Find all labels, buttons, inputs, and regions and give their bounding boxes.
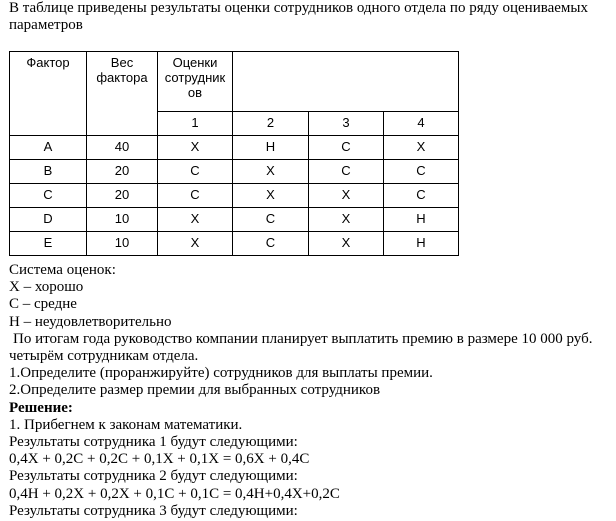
rating-cell: С <box>158 160 233 184</box>
text-line: Результаты сотрудника 3 будут следующими: <box>9 502 298 519</box>
table-row <box>10 160 459 184</box>
text-line: С – средне <box>9 296 77 313</box>
text-line: 1.Определите (проранжируйте) сотрудников для выплаты премии. <box>9 365 433 382</box>
rating-cell: X <box>233 160 309 184</box>
text-line <box>9 400 609 417</box>
rating-cell: X <box>158 208 233 232</box>
header-ratings: Оценки сотрудник ов <box>158 52 233 112</box>
text-line: Н – неудовлетворительно <box>9 313 172 330</box>
employee-1: 1 <box>158 112 233 136</box>
employee-2: 2 <box>233 112 309 136</box>
weight-cell: 10 <box>87 208 158 232</box>
rating-cell: Н <box>384 232 459 256</box>
rating-cell: С <box>309 136 384 160</box>
factor-cell: C <box>10 184 87 208</box>
rating-cell: С <box>309 160 384 184</box>
solution-heading: Решение: <box>9 399 73 416</box>
factor-cell: A <box>10 136 87 160</box>
table-row <box>10 232 459 256</box>
text-line: 0,4Х + 0,2С + 0,2С + 0,1Х + 0,1Х = 0,6Х + 0,4С <box>9 451 310 468</box>
intro-paragraph: В таблице приведены результаты оценки сотрудников одного отдела по ряду оцениваемых параметров <box>9 0 588 34</box>
table-row <box>10 208 459 232</box>
table-row <box>10 184 459 208</box>
factor-cell: D <box>10 208 87 232</box>
rating-cell: С <box>384 184 459 208</box>
table-header-row <box>10 52 459 112</box>
text-line: Результаты сотрудника 2 будут следующими: <box>9 468 298 485</box>
text-line: 2.Определите размер премии для выбранных сотрудников <box>9 382 381 399</box>
text-line: Результаты сотрудника 1 будут следующими: <box>9 434 298 451</box>
text-line: Х – хорошо <box>9 279 84 296</box>
weight-cell: 20 <box>87 160 158 184</box>
factor-cell: B <box>10 160 87 184</box>
rating-cell: С <box>384 160 459 184</box>
weight-cell: 20 <box>87 184 158 208</box>
rating-cell: X <box>309 184 384 208</box>
rating-cell: X <box>384 136 459 160</box>
rating-cell: С <box>233 232 309 256</box>
weight-cell: 10 <box>87 232 158 256</box>
table-row <box>10 136 459 160</box>
ratings-table-body <box>10 52 459 256</box>
rating-cell: X <box>158 232 233 256</box>
text-line: Система оценок: <box>9 262 116 278</box>
factor-cell: E <box>10 232 87 256</box>
text-line: 1. Прибегнем к законам математики. <box>9 416 243 433</box>
text-line: По итогам года руководство компании планирует выплатить премию в размере 10 000 руб. четырём сотрудникам отдела. <box>9 330 593 365</box>
employee-4: 4 <box>384 112 459 136</box>
header-factor: Фактор <box>10 52 87 136</box>
rating-cell: С <box>158 184 233 208</box>
rating-cell: X <box>309 208 384 232</box>
text-body <box>9 262 609 520</box>
rating-cell: Н <box>384 208 459 232</box>
weight-cell: 40 <box>87 136 158 160</box>
rating-cell: С <box>233 208 309 232</box>
header-weight: Вес фактора <box>87 52 158 136</box>
rating-cell: X <box>158 136 233 160</box>
employee-3: 3 <box>309 112 384 136</box>
ratings-table <box>9 51 459 256</box>
rating-cell: X <box>309 232 384 256</box>
text-line: 0,4Н + 0,2Х + 0,2Х + 0,1С + 0,1С = 0,4Н+0,4Х+0,2С <box>9 485 340 502</box>
rating-cell: Н <box>233 136 309 160</box>
rating-cell: X <box>233 184 309 208</box>
header-empty <box>233 52 459 112</box>
